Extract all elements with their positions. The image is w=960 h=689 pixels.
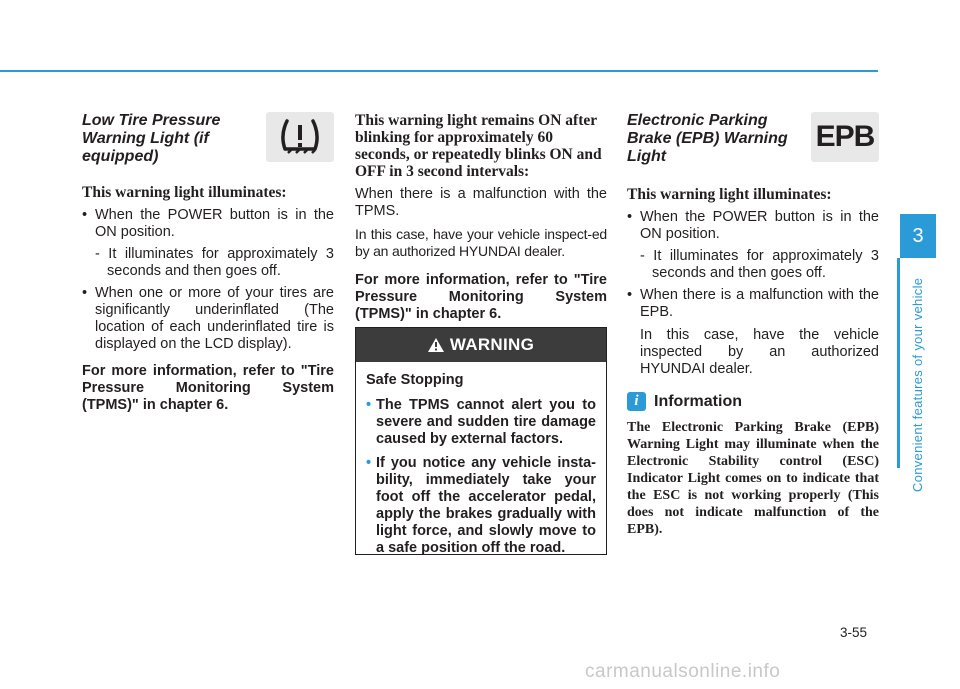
page-number: 3-55 [840,625,868,640]
epb-subheading: This warning light illuminates: [627,186,832,203]
info-icon: i [627,392,646,411]
blink-para-2: In this case, have your vehicle inspect-ed by an authorized HYUNDAI dealer. [355,226,607,259]
information-label: Information [654,392,742,410]
tpms-column [82,112,334,414]
tpms-blink-column [355,112,607,323]
epb-warning-icon [811,112,879,162]
tire-pressure-warning-icon [266,112,334,162]
sub-item: - It illuminates for approximately 3 seconds and then goes off. [95,246,334,279]
sub-item: - It illuminates for approximately 3 seconds and then goes off. [640,248,879,281]
chapter-tab: 3 [900,214,936,258]
list-item: • If you notice any vehicle insta-bility, immediately take your foot off the accelerator pedal, apply the brakes gradually with light force, and slowly move to a safe position off the road. [366,455,596,557]
warning-header [356,328,606,362]
information-header [627,392,879,411]
tpms-reference: For more information, refer to "Tire Pressure Monitoring System (TPMS)" in chapter 6. [82,363,334,413]
warning-list [366,397,596,557]
warning-label: WARNING [449,335,535,354]
list-item: • The TPMS cannot alert you to severe and sudden tire damage caused by external factors. [366,397,596,448]
warning-title: Safe Stopping [366,372,464,388]
blink-subheading: This warning light remains ON after blinking for approximately 60 seconds, or repeatedly blinks ON and OFF in 3 second intervals: [355,112,602,180]
warning-box [355,327,607,555]
chapter-rule [897,258,900,468]
epb-heading: Electronic Parking Brake (EPB) Warning Light [627,112,788,165]
tpms-subheading: This warning light illuminates: [82,184,287,201]
top-rule [0,70,878,72]
warning-triangle-icon [428,338,444,352]
information-text: The Electronic Parking Brake (EPB) Warning Light may illuminate when the Electronic Stability control (ESC) Indicator Light comes on to indicate that the ESC is not working properly (This does not indicate malfunction of the EPB). [627,420,879,537]
blink-reference: For more information, refer to "Tire Pressure Monitoring System (TPMS)" in chapter 6. [355,272,607,322]
blink-para-1: When there is a malfunction with the TPMS. [355,186,607,219]
chapter-title: Convenient features of your vehicle [910,277,925,492]
tpms-heading: Low Tire Pressure Warning Light (if equipped) [82,112,221,165]
epb-icon-text: EPB [815,120,875,153]
list-item: • When the POWER button is in the ON position. - It illuminates for approximately 3 seconds and then goes off. [82,207,334,280]
epb-bullets [627,209,879,378]
list-item: • When the POWER button is in the ON position. - It illuminates for approximately 3 seconds and then goes off. [627,209,879,282]
epb-dealer-para: In this case, have the vehicle inspected by an authorized HYUNDAI dealer. [640,327,879,377]
list-item: • When one or more of your tires are significantly underinflated (The location of each underinflated tire is displayed on the LCD display). [82,285,334,353]
list-item: • When there is a malfunction with the EPB. In this case, have the vehicle inspected by an authorized HYUNDAI dealer. [627,287,879,378]
watermark: carmanualsonline.info [585,661,781,682]
epb-column [627,112,879,538]
tpms-bullets [82,207,334,353]
